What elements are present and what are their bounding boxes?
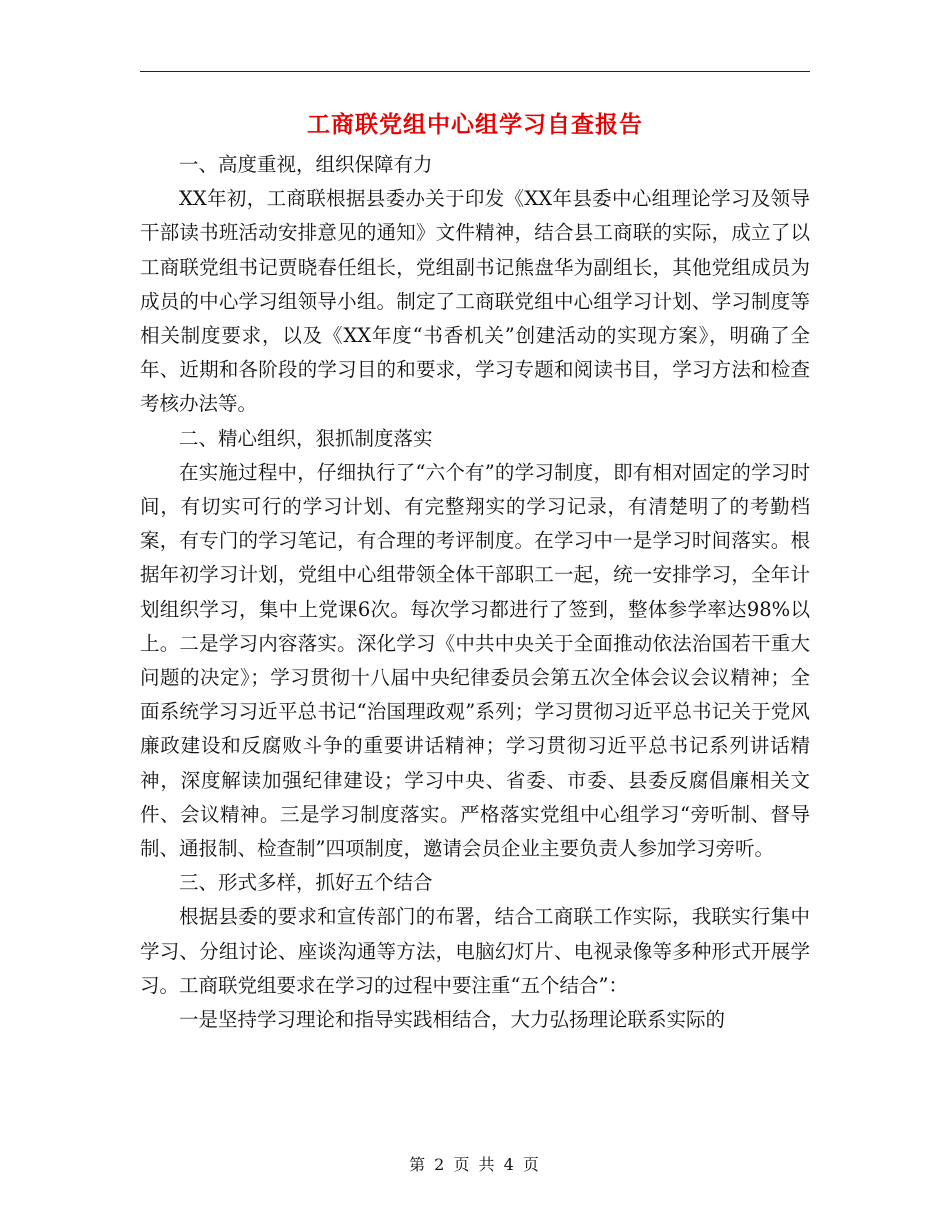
document-title: 工商联党组中心组学习自查报告	[307, 111, 643, 138]
section-heading-1: 一、高度重视，组织保障有力	[179, 153, 433, 176]
paragraph-3: 根据县委的要求和宣传部门的布署，结合工商联工作实际，我联实行集中学习、分组讨论、座谈沟通等方法，电脑幻灯片、电视录像等多种形式开展学习。工商联党组要求在学习的过程中要注重“五个结合”：	[140, 905, 810, 997]
paragraph-1: XX年初，工商联根据县委办关于印发《XX年县委中心组理论学习及领导干部读书班活动安排意见的通知》文件精神，结合县工商联的实际，成立了以工商联党组书记贾晓春任组长，党组副书记熊盘华为副组长，其他党组成员为成员的中心学习组领导小组。制定了工商联党组中心组学习计划、学习制度等相关制度要求，以及《XX年度“书香机关”创建活动的实现方案》，明确了全年、近期和各阶段的学习目的和要求，学习专题和阅读书目，学习方法和检查考核办法等。	[140, 187, 810, 416]
section-heading-3: 三、形式多样，抓好五个结合	[179, 871, 433, 895]
header-rule	[140, 71, 810, 72]
page-number-footer: 第 2 页 共 4 页	[409, 1155, 541, 1174]
paragraph-4: 一是坚持学习理论和指导实践相结合，大力弘扬理论联系实际的	[179, 1008, 726, 1032]
document-body	[140, 148, 810, 1037]
paragraph-2: 在实施过程中，仔细执行了“六个有”的学习制度，即有相对固定的学习时间，有切实可行的学习计划、有完整翔实的学习记录，有清楚明了的考勤档案，有专门的学习笔记，有合理的考评制度。在学习中一是学习时间落实。根据年初学习计划，党组中心组带领全体干部职工一起，统一安排学习，全年计划组织学习，集中上党课6次。每次学习都进行了签到，整体参学率达98%以上。二是学习内容落实。深化学习《中共中央关于全面推动依法治国若干重大问题的决定》；学习贯彻十八届中央纪律委员会第五次全体会议会议精神；全面系统学习习近平总书记“治国理政观”系列；学习贯彻习近平总书记关于党风廉政建设和反腐败斗争的重要讲话精神；学习贯彻习近平总书记系列讲话精神，深度解读加强纪律建设；学习中央、省委、市委、县委反腐倡廉相关文件、会议精神。三是学习制度落实。严格落实党组中心组学习“旁听制、督导制、通报制、检查制”四项制度，邀请会员企业主要负责人参加学习旁听。	[140, 460, 810, 861]
section-heading-2: 二、精心组织，狠抓制度落实	[179, 426, 433, 450]
